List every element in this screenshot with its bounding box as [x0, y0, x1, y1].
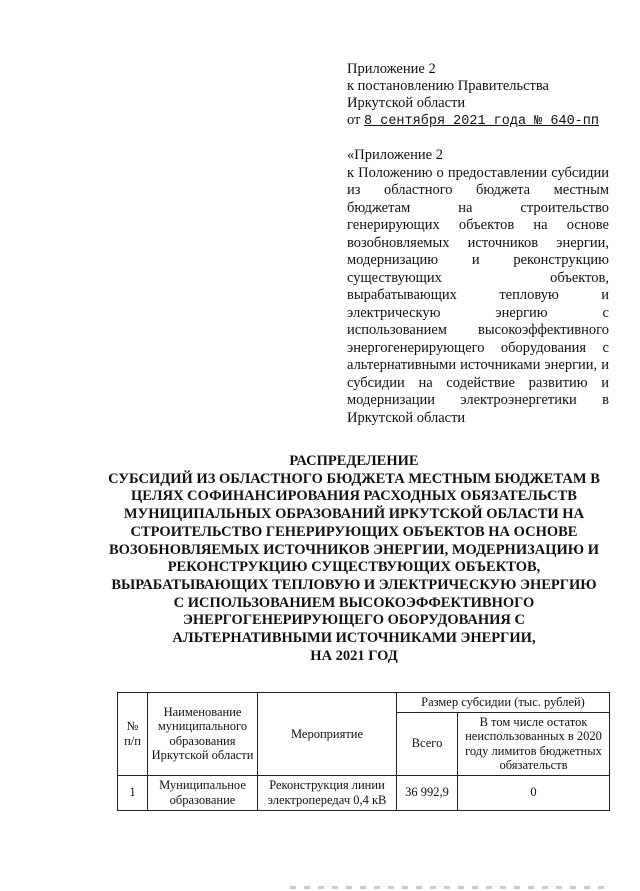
appendix-line-3: Иркутской области — [347, 95, 466, 111]
distribution-table — [117, 692, 610, 811]
header-measure: Мероприятие — [258, 693, 397, 776]
cell-municipality: Муниципальное образование — [148, 775, 258, 810]
regulation-body: к Положению о предоставлении субсидии из областного бюджета местным бюджетам на строительство генерирующих объектов на основе возобновляемых источников энергии, модернизацию и реконструкцию существующих объектов, вырабатывающих тепловую и электрическую энергию с использованием высокоэффективного энергогенерирующего оборудования с альтернативными источниками энергии, и субсидии на содействие развитию и модернизации электроэнергетики в Иркутской области — [347, 164, 609, 426]
scan-artifact — [290, 886, 610, 889]
header-municipality: Наименование муниципального образования Иркутской области — [148, 693, 258, 776]
header-total: Всего — [397, 712, 458, 775]
decree-date: 8 сентября 2021 года № 640-пп — [364, 114, 599, 129]
header-num: № п/п — [118, 693, 148, 776]
appendix-header — [347, 61, 609, 130]
title-heading: РАСПРЕДЕЛЕНИЕ — [289, 453, 419, 469]
date-prefix: от — [347, 112, 361, 128]
title-body: СУБСИДИЙ ИЗ ОБЛАСТНОГО БЮДЖЕТА МЕСТНЫМ БЮДЖЕТАМ В ЦЕЛЯХ СОФИНАНСИРОВАНИЯ РАСХОДНЫХ ОБЯЗАТЕЛЬСТВ МУНИЦИПАЛЬНЫХ ОБРАЗОВАНИЙ ИРКУТСКОЙ ОБЛАСТИ НА СТРОИТЕЛЬСТВО ГЕНЕРИРУЮЩИХ ОБЪЕКТОВ НА ОСНОВЕ ВОЗОБНОВЛЯЕМЫХ ИСТОЧНИКОВ ЭНЕРГИИ, МОДЕРНИЗАЦИЮ И РЕКОНСТРУКЦИЮ СУЩЕСТВУЮЩИХ ОБЪЕКТОВ, ВЫРАБАТЫВАЮЩИХ ТЕПЛОВУЮ И ЭЛЕКТРИЧЕСКУЮ ЭНЕРГИЮ С ИСПОЛЬЗОВАНИЕМ ВЫСОКОЭФФЕКТИВНОГО ЭНЕРГОГЕНЕРИРУЮЩЕГО ОБОРУДОВАНИЯ С АЛЬТЕРНАТИВНЫМИ ИСТОЧНИКАМИ ЭНЕРГИИ, — [108, 470, 600, 647]
regulation-reference — [347, 147, 609, 427]
regulation-first-line: «Приложение 2 — [347, 147, 443, 163]
title-year: НА 2021 ГОД — [310, 647, 398, 664]
table-row — [118, 775, 610, 810]
document-title — [108, 453, 600, 665]
header-subsidy-size: Размер субсидии (тыс. рублей) — [397, 693, 610, 713]
cell-total: 36 992,9 — [397, 775, 458, 810]
cell-measure: Реконструкция линии электропередач 0,4 кВ — [258, 775, 397, 810]
cell-num: 1 — [118, 775, 148, 810]
table-header-row — [118, 693, 610, 713]
header-remainder: В том числе остаток неиспользованных в 2020 году лимитов бюджетных обязательств — [458, 712, 610, 775]
appendix-line-2: к постановлению Правительства — [347, 78, 549, 94]
appendix-line-1: Приложение 2 — [347, 61, 436, 77]
cell-remainder: 0 — [458, 775, 610, 810]
decree-date-line — [347, 112, 609, 130]
